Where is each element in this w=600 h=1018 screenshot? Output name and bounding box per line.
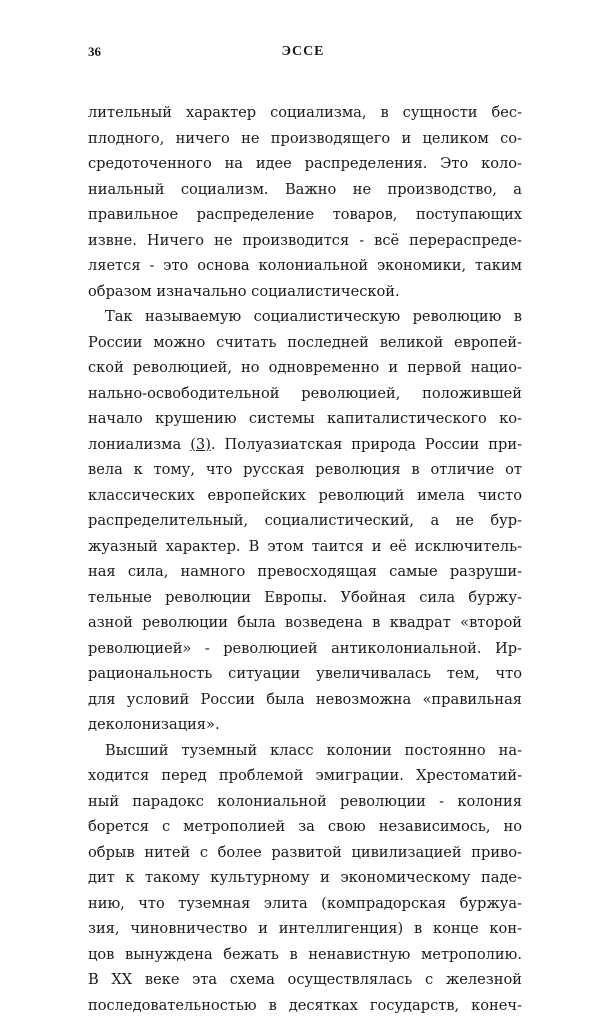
body-text	[88, 100, 522, 1018]
text-line: плодного, ничего не производящего и целиком со-	[88, 126, 522, 152]
text-line: ходится перед проблемой эмиграции. Хрестоматий-	[88, 763, 522, 789]
text-line: жуазный характер. В этом таится и её исключитель-	[88, 534, 522, 560]
text-line: вела к тому, что русская революция в отличие от	[88, 457, 522, 483]
text-line: деколонизация».	[88, 712, 522, 738]
running-title: ЭССЕ	[88, 44, 518, 60]
text-line: для условий России была невозможна «правильная	[88, 687, 522, 713]
text-line: ской революцией, но одновременно и первой нацио-	[88, 355, 522, 381]
text-line: тельные революции Европы. Убойная сила буржу-	[88, 585, 522, 611]
text-line: Высший туземный класс колонии постоянно на-	[88, 738, 522, 764]
text-line: азной революции была возведена в квадрат «второй	[88, 610, 522, 636]
text-line: борется с метрополией за свою независимось, но	[88, 814, 522, 840]
text-line: рациональность ситуации увеличивалась тем, что	[88, 661, 522, 687]
text-line: классических европейских революций имела чисто	[88, 483, 522, 509]
text-line: правильное распределение товаров, поступающих	[88, 202, 522, 228]
text-line: средоточенного на идее распределения. Это коло-	[88, 151, 522, 177]
text-line: ный парадокс колониальной революции - колония	[88, 789, 522, 815]
text-line: образом изначально социалистической.	[88, 279, 522, 305]
text-line: начало крушению системы капиталистического ко-	[88, 406, 522, 432]
text-line: извне. Ничего не производится - всё перераспреде-	[88, 228, 522, 254]
text-line: ляется - это основа колониальной экономики, таким	[88, 253, 522, 279]
text-line: ная сила, намного превосходящая самые разруши-	[88, 559, 522, 585]
text-line: нально-освободительной революцией, положившей	[88, 381, 522, 407]
text-line: Так называемую социалистическую революцию в	[88, 304, 522, 330]
paragraph-3	[88, 738, 522, 1018]
page-number: 36	[88, 44, 101, 60]
text-line: дит к такому культурному и экономическому паде-	[88, 865, 522, 891]
text-line: лительный характер социализма, в сущности бес-	[88, 100, 522, 126]
text-fragment: . Полуазиатская природа России при-	[211, 436, 522, 453]
text-line: революцией» - революцией антиколониальной. Ир-	[88, 636, 522, 662]
footnote-reference-link[interactable]: (3)	[190, 436, 211, 453]
text-line-with-reference	[88, 432, 522, 458]
text-line: цов вынуждена бежать в ненавистную метрополию.	[88, 942, 522, 968]
text-line: нию, что туземная элита (компрадорская буржуа-	[88, 891, 522, 917]
paragraph-1	[88, 100, 522, 304]
text-fragment: лониализма	[88, 436, 181, 453]
text-line: ниальный социализм. Важно не производство, а	[88, 177, 522, 203]
text-line: зия, чиновничество и интеллигенция) в конце кон-	[88, 916, 522, 942]
paragraph-2	[88, 304, 522, 738]
text-line: последовательностью в десятках государств, конеч-	[88, 993, 522, 1018]
text-line: обрыв нитей с более развитой цивилизацией приво-	[88, 840, 522, 866]
page-header	[88, 44, 518, 60]
text-line: распределительный, социалистический, а не бур-	[88, 508, 522, 534]
text-line: В XX веке эта схема осуществлялась с железной	[88, 967, 522, 993]
text-line: России можно считать последней великой европей-	[88, 330, 522, 356]
